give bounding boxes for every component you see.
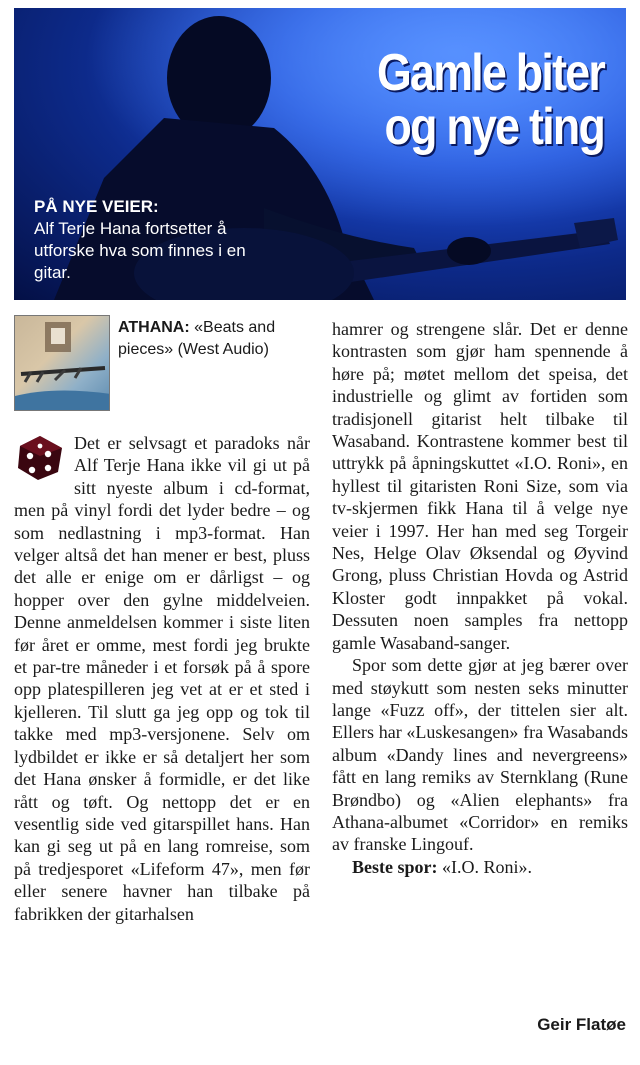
photo-caption xyxy=(34,196,264,284)
byline: Geir Flatøe xyxy=(537,1015,626,1034)
best-track-value: «I.O. Roni». xyxy=(441,856,532,877)
headline-line-1: Gamle biter xyxy=(376,44,604,102)
hero-photo xyxy=(14,8,626,300)
review-body-right xyxy=(332,318,628,878)
caption-kicker: PÅ NYE VEIER: xyxy=(34,197,159,216)
caption-text: Alf Terje Hana fortsetter å utforske hva som finnes i en gitar. xyxy=(34,219,246,282)
album-cover-art xyxy=(15,316,110,411)
best-track xyxy=(332,856,628,878)
rating-die xyxy=(14,432,74,498)
album-info xyxy=(14,315,314,415)
headline-line-2: og nye ting xyxy=(384,98,604,156)
review-text-left: Det er selvsagt et paradoks når Alf Terje Hana ikke vil gi ut på sitt nyeste album i cd-format, men på vinyl fordi det lyder bedre – og som nedlastning i mp3-format. Han velger altså det han mener er best, pluss det alle er enige om er dårligst – og hopper over den gylne middelveien. Denne anmeldelsen kommer i siste liten før året er omme, mest fordi jeg brukte et par-tre måneder i et forsøk på å spore opp platespilleren jeg vet at er et sted i kjelleren. Til slutt ga jeg opp og tok til takke med mp3-versjonene. Selv om lydbildet er ikke er så detaljert her som det Hana ønsker å formidle, er det like rått og tøft. Og nettopp det er en vesentlig side ved gitarspillet hans. Han kan gi seg ut på en lang romreise, som på tredjesporet «Lifeform 47», men før eller senere havner han tilbake på fabrikken der gitarhalsen xyxy=(14,433,310,924)
album-cover xyxy=(14,315,110,411)
album-details xyxy=(118,317,308,361)
review-paragraph-1: hamrer og strengene slår. Det er denne kontrasten som gjør ham spennende å høre på; møtet mellom det speisa, det industrielle og glimt av fortiden som tradisjonell gitarist helt tilbake til Wasaband. Kontrastene kommer best til uttrykk på åpningskuttet «I.O. Roni», en hyllest til gitaristen Roni Size, som via tv-skjermen fikk Hana til å velge nye veier i 1997. Her han med seg Torgeir Nes, Helge Olav Øksendal og Øyvind Grong, pluss Christian Hovda og Astrid Kloster godt innpakket på vokal. Dessuten noen samples fra nettopp gamle Wasaband-sanger. xyxy=(332,319,628,653)
die-four-icon xyxy=(14,432,66,482)
headline xyxy=(377,46,604,154)
album-title-label: «Beats and pieces» (West Audio) xyxy=(118,319,276,358)
best-track-label: Beste spor: xyxy=(352,856,438,877)
album-artist: ATHANA: xyxy=(118,319,190,336)
review-body-left xyxy=(14,432,310,925)
review-paragraph-2: Spor som dette gjør at jeg bærer over med støykutt som nesten seks minutter lange «Fuzz off», der tittelen sier alt. Ellers har «Luskesangen» fra Wasabands album «Dandy lines and nevergreens» fått en lang remiks av Sternklang (Rune Brøndbo) og «Alien elephants» fra Athana-albumet «Corridor» en remiks av franske Lingouf. xyxy=(332,655,628,855)
